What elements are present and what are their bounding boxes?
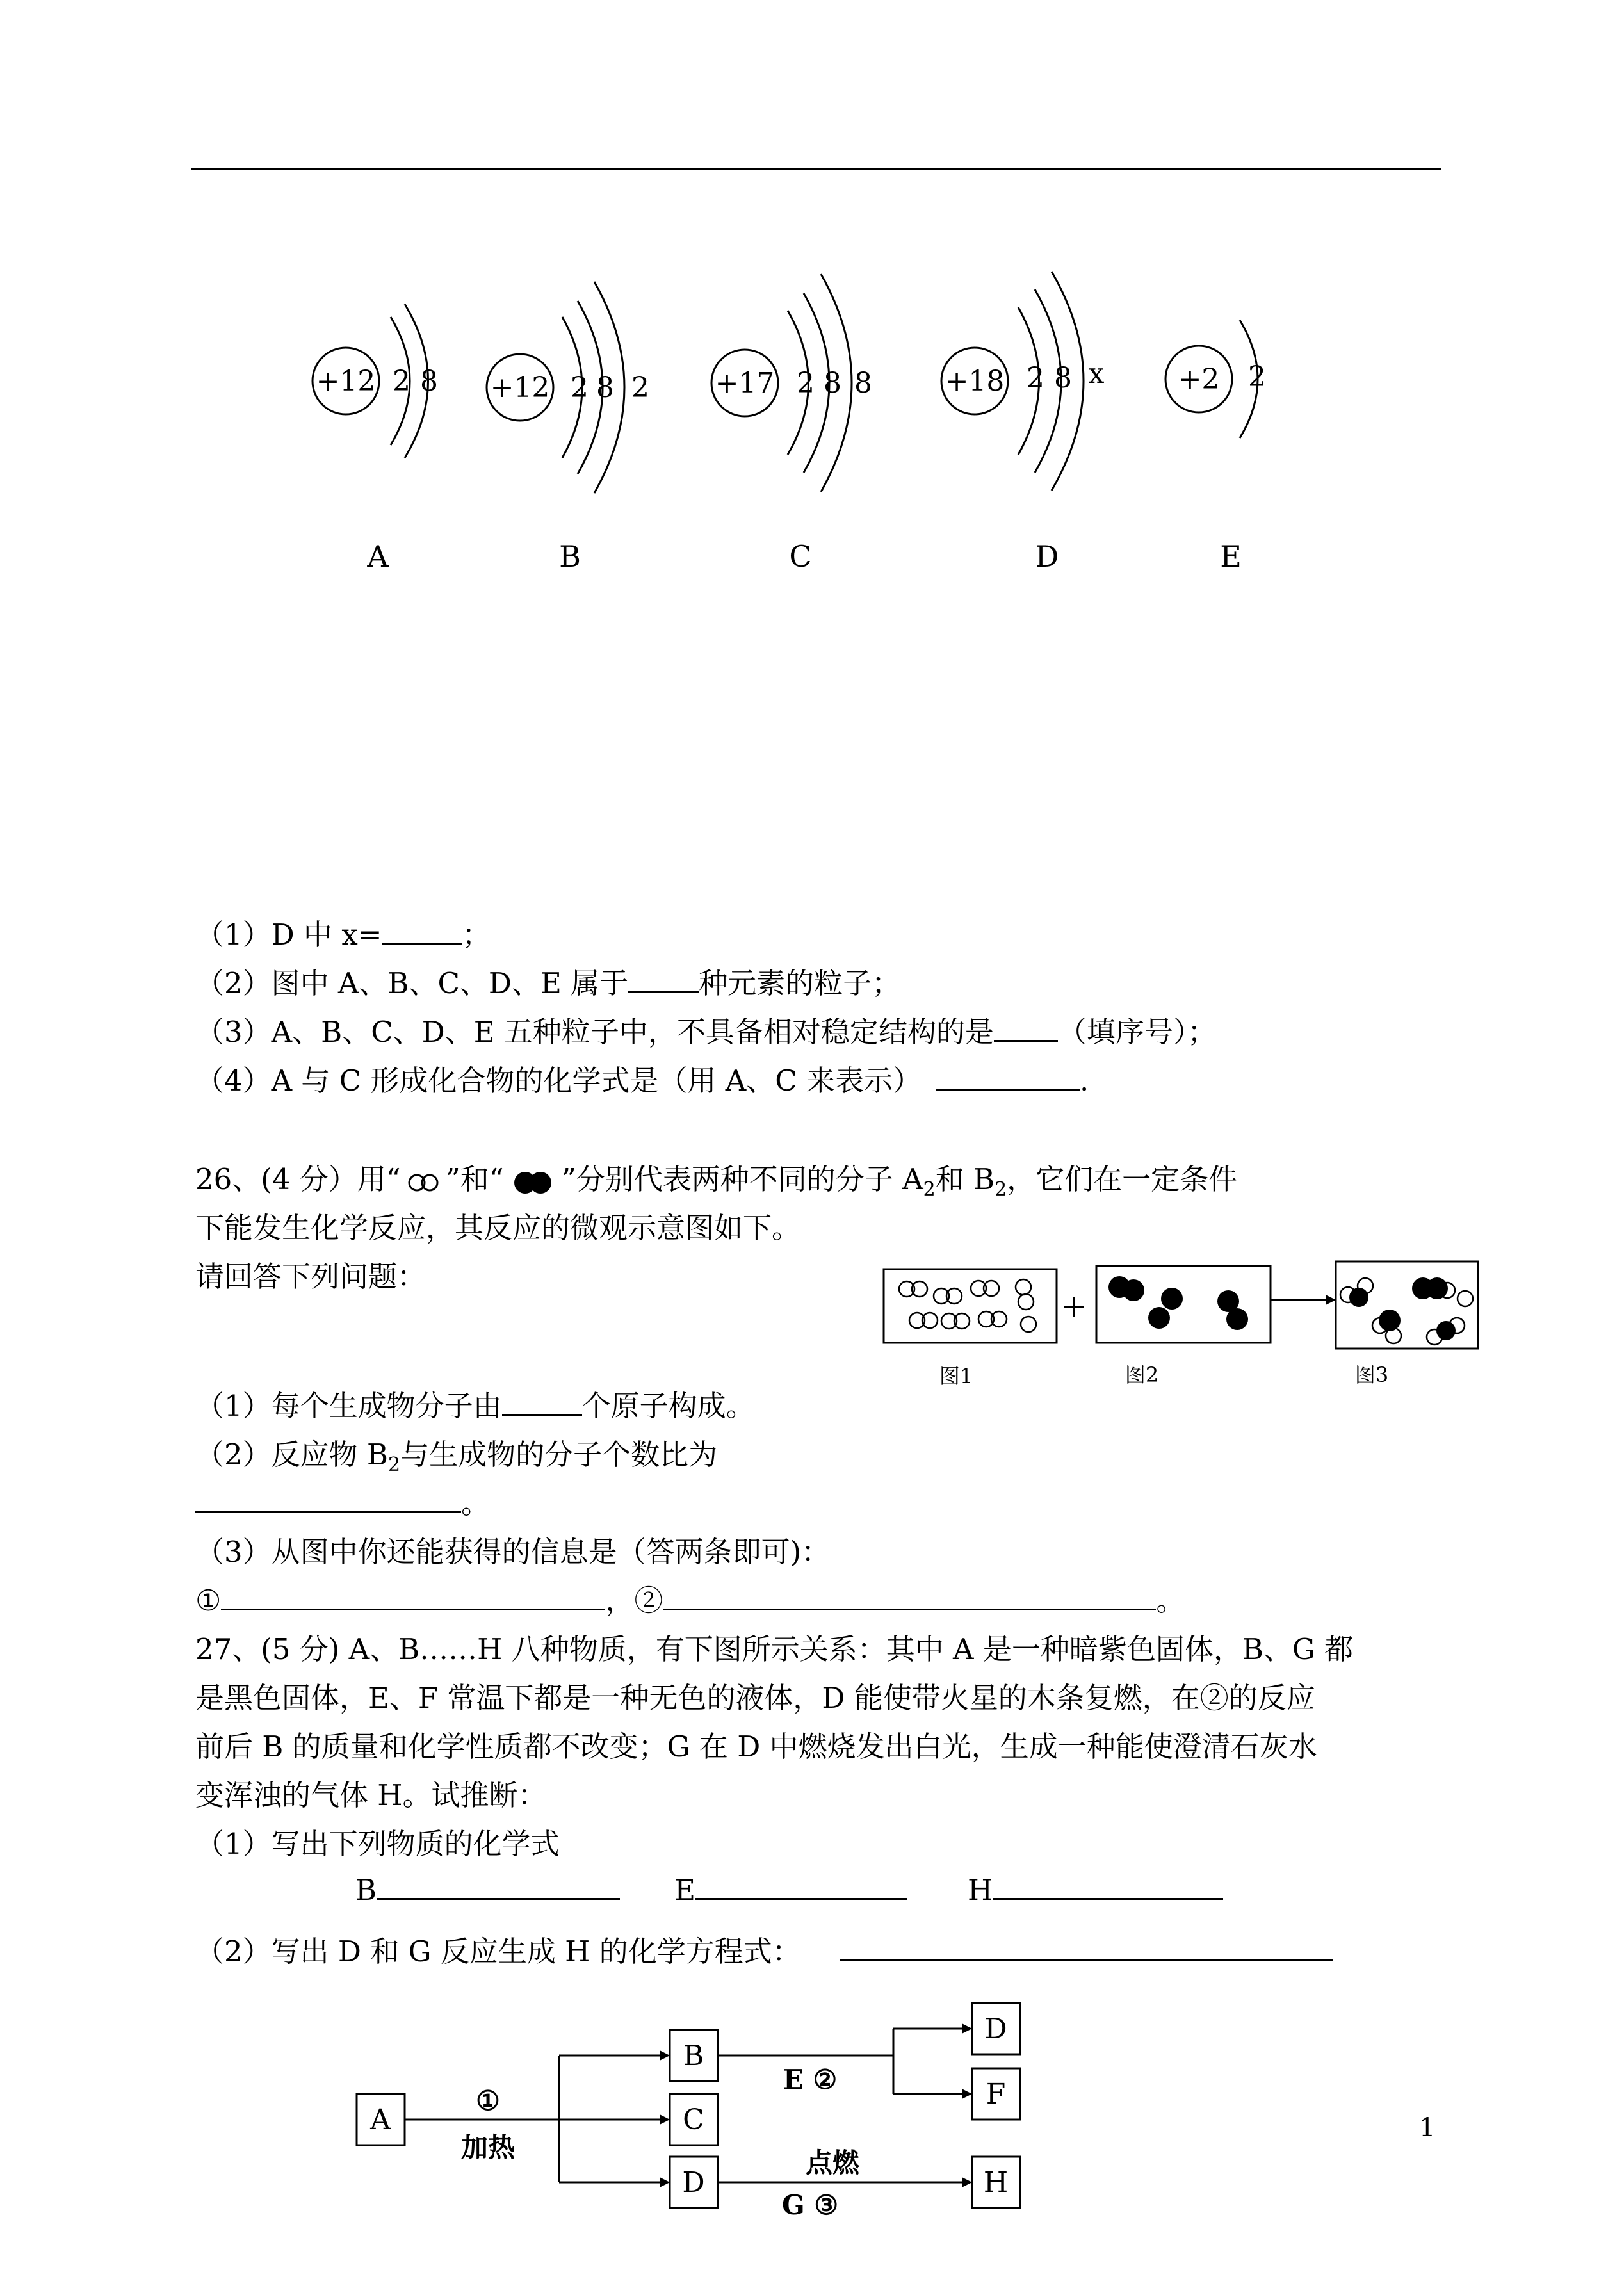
atom-a-nucleus: +12 <box>316 365 376 398</box>
atom-c-nucleus: +17 <box>715 367 775 400</box>
q25-part-2: （2）图中 A、B、C、D、E 属于 种元素的粒子； <box>195 966 901 1000</box>
flow-node-f: F <box>986 2078 1006 2111</box>
atom-d-nucleus: +18 <box>945 365 1005 398</box>
figure-1-label: 图1 <box>939 1364 973 1388</box>
q25-part-3: （3）A、B、C、D、E 五种粒子中，不具备相对稳定结构的是 （填序号）； <box>195 1015 1217 1049</box>
flow-node-c: C <box>683 2104 704 2136</box>
q27-line-1: 27、(5 分) A、B……H 八种物质，有下图所示关系：其中 A 是一种暗紫色固体，B、G 都 <box>195 1632 1354 1666</box>
q27-blank-b[interactable] <box>377 1872 620 1900</box>
reaction-micro-diagram <box>877 1255 1486 1409</box>
atomic-structure-diagrams <box>0 0 1624 602</box>
q27-blank-h[interactable] <box>993 1872 1223 1900</box>
atom-c-shell-1: 2 <box>797 367 815 400</box>
q26-part-3: （3）从图中你还能获得的信息是（答两条即可)： <box>195 1535 831 1569</box>
q27-part-1: （1）写出下列物质的化学式 <box>195 1827 560 1861</box>
q26-part-3-answers: ① ，② 。 <box>195 1584 1185 1618</box>
reaction-1-label: ① <box>476 2085 500 2116</box>
q27-blank-e[interactable] <box>695 1872 907 1900</box>
q26-intro: 26、(4 分）用“ ”和“ ”分别代表两种不同的分子 $A_2$和 $B_2$，它们在一定条件 <box>195 1162 1238 1201</box>
atom-d-shell-3: x <box>1088 357 1105 390</box>
atom-d-shell-2: 8 <box>1054 362 1072 394</box>
atom-b-shell-2: 8 <box>596 371 614 404</box>
q27-line-3: 前后 B 的质量和化学性质都不改变；G 在 D 中燃烧发出白光，生成一种能使澄清石灰水 <box>195 1730 1317 1764</box>
q25-part-1: （1）D 中 x= ； <box>195 918 491 952</box>
q26-line-3: 请回答下列问题： <box>195 1260 426 1293</box>
q25-part-4: （4）A 与 C 形成化合物的化学式是（用 A、C 来表示） . <box>195 1064 1089 1098</box>
q26-blank-2[interactable] <box>195 1486 461 1513</box>
atom-c-shell-2: 8 <box>824 367 841 400</box>
q25-blank-2[interactable] <box>628 966 699 993</box>
flow-node-d: D <box>682 2166 705 2199</box>
q25-blank-1[interactable] <box>382 917 462 945</box>
q27-part-2: （2）写出 D 和 G 反应生成 H 的化学方程式： <box>195 1933 1333 1971</box>
q26-blank-3a[interactable] <box>221 1583 605 1610</box>
open-molecule-icon <box>401 1169 446 1194</box>
atom-e-nucleus: +2 <box>1178 363 1220 396</box>
q27-formula-blanks: B E H <box>355 1871 1223 1910</box>
q27-line-2: 是黑色固体，E、F 常温下都是一种无色的液体，D 能使带火星的木条复燃，在②的反应 <box>195 1681 1315 1715</box>
q26-blank-3b[interactable] <box>663 1583 1156 1610</box>
q27-line-4: 变浑浊的气体 H。试推断： <box>195 1778 547 1812</box>
atom-e-shell-1: 2 <box>1248 361 1266 393</box>
filled-molecule-icon <box>504 1165 562 1197</box>
atom-b-shell-3: 2 <box>631 371 649 404</box>
figure-3-label: 图3 <box>1354 1363 1389 1387</box>
figure-2-label: 图2 <box>1125 1363 1159 1387</box>
q26-part-2-answer: 。 <box>195 1484 490 1523</box>
flow-node-b: B <box>683 2040 704 2072</box>
ignite-condition: 点燃 <box>805 2147 860 2178</box>
reaction-2-label: E ② <box>783 2064 838 2095</box>
atom-c-shell-3: 8 <box>854 367 872 400</box>
flow-node-d-top: D <box>984 2013 1007 2045</box>
page-number: 1 <box>1419 2113 1436 2143</box>
atom-b-nucleus: +12 <box>490 371 550 404</box>
atom-e-label: E <box>1220 539 1242 574</box>
atom-a-shell-1: 2 <box>393 365 410 398</box>
atom-b-label: B <box>559 539 581 574</box>
q26-part-2: （2）反应物 $B_2$与生成物的分子个数比为 <box>195 1438 718 1476</box>
flow-node-a: A <box>370 2104 391 2136</box>
q25-blank-3[interactable] <box>994 1014 1058 1042</box>
q26-part-1: （1）每个生成物分子由 个原子构成。 <box>195 1389 755 1423</box>
heat-condition: 加热 <box>460 2132 516 2163</box>
flow-node-h: H <box>983 2166 1009 2199</box>
q27-blank-equation[interactable] <box>840 1934 1333 1961</box>
plus-sign: + <box>1060 1288 1087 1324</box>
atom-a-shell-2: 8 <box>420 365 438 398</box>
atom-b-shell-1: 2 <box>571 371 589 404</box>
atom-c-label: C <box>789 539 812 574</box>
reaction-3-label: G ③ <box>781 2189 839 2221</box>
atom-d-label: D <box>1035 539 1059 574</box>
q26-blank-1[interactable] <box>502 1388 582 1416</box>
atom-d-shell-1: 2 <box>1027 362 1044 394</box>
q26-line-2: 下能发生化学反应，其反应的微观示意图如下。 <box>195 1211 801 1245</box>
q25-blank-4[interactable] <box>936 1063 1080 1091</box>
atom-a-label: A <box>367 539 389 574</box>
